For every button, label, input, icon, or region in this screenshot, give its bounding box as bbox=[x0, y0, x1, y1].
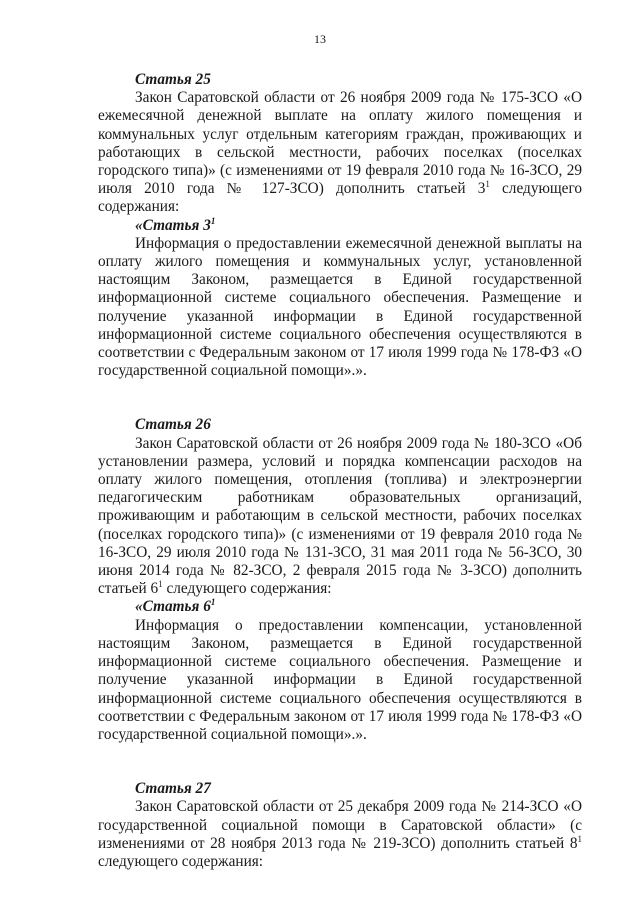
article-25-sub-title: «Статья $3^1$ bbox=[135, 215, 216, 234]
article-26-intro: Закон Саратовской области от 26 ноября 2009 года № 180-ЗСО «Об установлении размера, условий и порядка компенсации расходов на оплату жилого помещения, отопления (топлива) и электроэнергии педагогическим работникам образовательных организаций, проживающим и работающим в сельской местности, рабочих поселках (поселках городского типа)» (с изменениями от 19 февраля 2010 года № 16-ЗСО, 29 июля 2010 года № 131-ЗСО, 31 мая 2011 года № 56-ЗСО, 30 июня 2014 года № 82-ЗСО, 2 февраля 2015 года № 3-ЗСО) дополнить статьей $6^1$ следующего содержания: bbox=[98, 434, 582, 598]
article-26-body: Информация о предоставлении компенсации, установленной настоящим Законом, размещается в Единой государственной информационной системе социального обеспечения. Размещение и получение указанной информации в Единой государственной информационной системе социального обеспечения осуществляются в соответствии с Федеральным законом от 17 июля 1999 года № 178-ФЗ «О государственной социальной помощи».». bbox=[98, 616, 582, 743]
article-25-title: Статья 25 bbox=[135, 71, 211, 88]
article-26-sub-title: «Статья $6^1$ bbox=[135, 597, 216, 616]
article-25-intro: Закон Саратовской области от 26 ноября 2009 года № 175-ЗСО «О ежемесячной денежной выплате на оплату жилого помещения и коммунальных услуг отдельным категориям граждан, проживающих и работающих в сельской местности, рабочих поселках (поселках городского типа)» (с изменениями от 19 февраля 2010 года № 16-ЗСО, 29 июля 2010 года № 127-ЗСО) дополнить статьей $3^1$ следующего содержания: bbox=[98, 89, 583, 216]
article-25-body: Информация о предоставлении ежемесячной денежной выплаты на оплату жилого помещения и коммунальных услуг, установленной настоящим Законом, размещается в Единой государственной информационной системе социального обеспечения. Размещение и получение указанной информации в Единой государственной информационной системе социального обеспечения осуществляются в соответствии с Федеральным законом от 17 июля 1999 года № 178-ФЗ «О государственной социальной помощи».». bbox=[98, 234, 582, 380]
article-27-title: Статья 27 bbox=[135, 780, 211, 798]
article-26-title: Статья 26 bbox=[135, 416, 211, 434]
page-number: 13 bbox=[314, 32, 326, 46]
document-body bbox=[98, 71, 582, 871]
article-27-intro: Закон Саратовской области от 25 декабря 2009 года № 214-ЗСО «О государственной социальной помощи в Саратовской области» (с изменениями от 28 ноября 2013 года № 219-ЗСО) дополнить статьей $8^1$ следующего содержания: bbox=[98, 798, 582, 870]
